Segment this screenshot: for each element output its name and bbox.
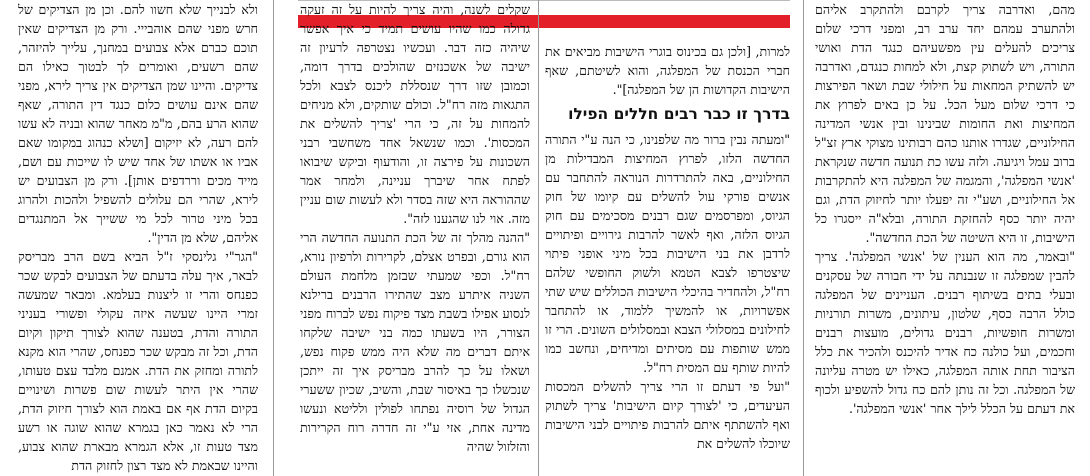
article-column-left	[18, 0, 258, 476]
column-paragraph: "ומעתה נבין ברור מה שלפנינו, כי הנה ע"י התורה החדשה הלזו, לפרוץ המחיצות המבדילות מן החילוניים, באה להתרדרות הנוראה להתחבר עם אנשים פורקי עול להשלים עם קיומו של חוק הגיוס, ומפרסמים שגם רבנים מסכימים עם חוק הגיוס הלזה, ואף לאשר להרבות גירויים ופיתויים לרדבן את בני הישיבות בכל מיני אופני פיתוי שיצטרפו לצבא הטמא ולשוק החופשי שלהם רח"ל, ולהחדיר בהיכלי הישיבות הכוללים שיש שתי אפשרויות, או להמשיך ללמוד, או להתחבר לחילונים במסלולי הצבא ובמסלולים השונים. הרי זו ממש שותפות עם מסיתים ומדיחים, ונחשב כמו להיות שותף עם המסית רח"ל.	[545, 132, 790, 375]
column-paragraph: "ההנה מהלך זה של הכת התנועה החדשה הרי הוא גורם, ובפרט אצלם, לקרירות ולרפיון נורא, רח"ל. וכפי שמעתי שבזמן מלחמת העולם השניה איתרע מצב שהתירו הרבנים ברילנא לנסוע אפילו בשבת מצד פיקוח נפש לברוח מפני הצורר, היו בשעתו כמה בני ישיבה שלקחו איתם דברים מה שלא היה ממש פקוח נפש, ושאלו על כך להרב מבריסק איך זה ייתכן שנכשלו כך באיסור שבת, והשיב, שכיון ששערי הגדול של רוסיה נפתחו לפולין ולליטא ונעשו מדינה אחת, אזי ע"י זה חדרה רוח הקרירות והזלזול שהיה	[300, 230, 530, 454]
article-column-center-left	[300, 0, 530, 476]
column-paragraph: שקלים לשנה, והיה צריך להיות על זה זעקה גדולה כמו שהיו עושים תמיד כי איך אפשר שיהיה כזה דבר. ועכשיו נצטרפה לרעיון זה ישיבה של אשכנזים שהולכים בדרך דומה, וכמובן שזו דרך שנסללת ליכנס לצבא ולכל התגאות מזה רח"ל. וכולם שותקים, ולא מניחים להמחות על זה, כי הרי 'צריך להשלים את המכסות'. וכמו שנשאל אחד משחשבי רבני השכונות על פירצה זו, והודעוף וביקש שיבואו לפתח אחר שיברך עניינה, ולמחר אמר שההוראה היא שזה בסדר ולא לעשות שום עניין מזה. אוי לנו שהגענו לזה".	[300, 2, 530, 226]
column-paragraph: "הגר"י גלינסקי ז"ל הביא בשם הרב מבריסק לבאר, איך עלה בדעתם של הצבועים לבקש שכר כפנחס והרי זו ליצנות בעלמא. ומבאר שמעשה זמרי היינו שעשה איזה עקולי ופשורי בעניני התורה והדת, בטענה שהוא לצורך תיקון וקיום הדת, וכל זה מבקש שכר כפנחס, שהרי הוא מקנא לתורה ומחזק את הדת. אמנם מלבד עצם טעותו, שהרי אין היתר לעשות שום פשרות ושינויים בקיום הדת אף אם באמת הוא לצורך חיזוק הדת, הרי לא נאמר כאן בגמרא שהוא שוגה או רשע מצד טעות זו, אלא הגמרא מבארת שהוא צבוע, והיינו שבאמת לא מצד רצון לחזוק הדת	[18, 249, 258, 473]
column-divider	[803, 0, 804, 476]
column-paragraph: למרות, [ולכן גם בכינוס בוגרי הישיבות מביאים את חברי הכנסת של המפלגה, והוא לשיטתם, שאף הישיבות הקדושות הן של המפלגה]".	[545, 44, 790, 97]
column-paragraph: מהם, ואדרבה צריך לקרבם ולהתקרב אליהם ולהתערב עמהם יחד ערב רב, ומפני דרכי שלום צריכים להעלים עין מפשעיהם כנגד הדת ואושי התורה, ויש לשתוק קצת, ולא למחות כנגדם, ואדרבה יש להשתיק המחאות על חילולי שבת ושאר הפירצות כי דרכי שלום מעל הכל. על כן באים לפרוץ את המחיצות ואת החומות שבינינו ובין אנשי המדינה החילוניים, שגדרו אותנו כהם רבותינו מצוקי ארץ זצ"ל ברוב עמל ויגיעה. ולזה עשו כת תנועה חדשה שנקראת 'אנשי המפלגה', והמגמה של המפלגה היא להתקרבות אל החילוניים, ושע"י זה יפעלו יותר לחיזוק הדת, וגם יהיה יותר כסף להחזקת התורה, ובלא"ה ייסגרו כל הישיבות, זו היא השיטה של הכת החדשה".	[815, 2, 1075, 245]
section-subheading: בדרך זו כבר רבים חללים הפילו	[568, 105, 790, 123]
article-column-right	[815, 0, 1075, 476]
article-column-center-right	[545, 42, 790, 476]
column-divider	[273, 0, 274, 476]
column-paragraph: "ובאמר, מה הוא הענין של 'אנשי המפלגה'. צריך להבין שמפלגה זו שנבנתה על ידי חבורה של עסקנים ובעלי בתים בשיתוף רבנים. העניינים של המפלגה כולל הרבה כסף, שלטון, עיתונים, משרות תורניות ומשרות חופשיות, רבנים גדולים, מועצות רבנים וחכמים, ועל כולנה כח אדיר להיכנס ולהכיר את כלל הציבור תחת אותה המפלגה, כאילו יש מטרה עליונה של המפלגה. וכל זה נותן להם כח גדול להשפיע ולכוף את דעתם על הכלל לילך אחר 'אנשי המפלגה'.	[815, 249, 1075, 416]
column-divider	[538, 0, 539, 476]
column-paragraph: "ועל פי דעתם זו הרי צריך להשלים המכסות העיעדים, כי 'לצורך קיום הישיבות' צריך לשתוק ואף להשתתף איתם להרבות פיתויים לבני הישיבות שיוכלו להשלים את	[545, 379, 790, 451]
column-paragraph: ולא לבנייך שלא חשוו להם. וכן מן הצדיקים של חרש מפני שהם אוהבייי. ורק מן הצדיקים שאין תוכם כברם אלא צבועים במחנך, עלייך להיזהר, שהם רשעים, ואומרים לך לבטוך כאילו הם צדיקים. והיינו שמן הצדיקים אין צריך לירא, מפני שהם אינם עושים כלום כנגד דין התורה, שאף שהוא הרע בהם, מ"מ מאחר שהוא ובניה לא עשו להם רעה, לא יזיקום [ושלא כנהוג במקומו שאם אביו או אשתו של אחד שיש לו שייכות עם ושם, מייד מכים וררדפים אותן]. ורק מן הצבועים יש לירא, שהרי הם עלולים להשפיל ולהכות ולהרוג בכל מיני טרור לכל מי ששייך אל המתנגדים אליהם, שלא מן הדין".	[18, 2, 258, 245]
